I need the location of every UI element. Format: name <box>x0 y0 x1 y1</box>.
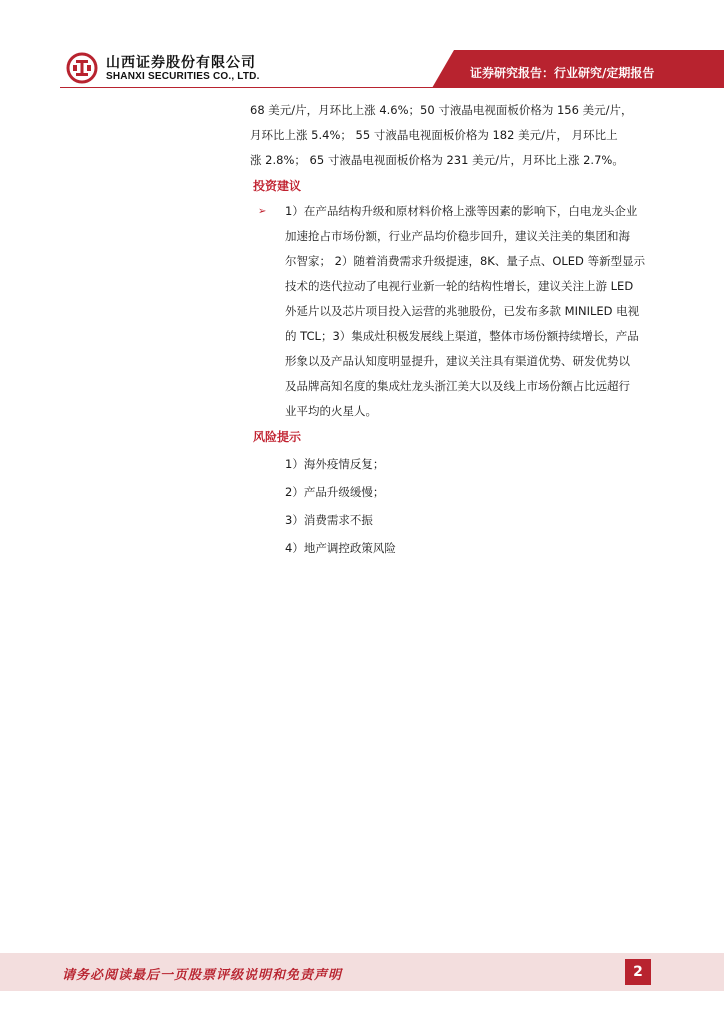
report-content <box>250 98 674 562</box>
bullet-arrow-icon: ➢ <box>258 206 267 217</box>
intro-paragraph <box>250 98 674 173</box>
risk-section-title: 风险提示 <box>253 430 302 444</box>
risk-item: 2）产品升级缓慢； <box>285 485 385 499</box>
disclaimer-notice: 请务必阅读最后一页股票评级说明和免责声明 <box>62 968 343 983</box>
risk-item: 4）地产调控政策风险 <box>285 541 396 555</box>
report-type-label: 证券研究报告：行业研究/定期报告 <box>470 66 655 80</box>
text-line: 及品牌高知名度的集成灶龙头浙江美大以及线上市场份额占比远超行 <box>285 379 630 393</box>
risk-item: 1）海外疫情反复； <box>285 457 385 471</box>
text-line: 尔智家； 2）随着消费需求升级提速，8K、量子点、OLED 等新型显示 <box>285 254 646 268</box>
text-line: 的 TCL；3）集成灶积极发展线上渠道，整体市场份额持续增长，产品 <box>285 329 639 343</box>
text-line: 外延片以及芯片项目投入运营的兆驰股份，已发布多款 MINILED 电视 <box>285 304 640 318</box>
company-logo-icon <box>66 52 98 84</box>
text-line: 业平均的火星人。 <box>285 404 377 418</box>
page-header <box>0 0 724 92</box>
company-name-cn: 山西证券股份有限公司 <box>106 55 256 71</box>
risk-item: 3）消费需求不振 <box>285 513 373 527</box>
text-line: 月环比上涨 5.4%； 55 寸液晶电视面板价格为 182 美元/片， 月环比上 <box>250 128 618 142</box>
text-line: 68 美元/片，月环比上涨 4.6%；50 寸液晶电视面板价格为 156 美元/片， <box>250 103 633 117</box>
page-number: 2 <box>625 959 651 985</box>
text-line: 形象以及产品认知度明显提升，建议关注具有渠道优势、研发优势以 <box>285 354 630 368</box>
text-line: 1）在产品结构升级和原材料价格上涨等因素的影响下，白电龙头企业 <box>285 204 638 218</box>
page-footer <box>0 953 724 991</box>
company-name-en: SHANXI SECURITIES CO., LTD. <box>106 71 260 82</box>
text-line: 加速抢占市场份额，行业产品均价稳步回升，建议关注美的集团和海 <box>285 229 630 243</box>
text-line: 技术的迭代拉动了电视行业新一轮的结构性增长，建议关注上游 LED <box>285 279 634 293</box>
header-divider <box>60 87 724 88</box>
risk-list <box>250 450 674 562</box>
text-line: 涨 2.8%； 65 寸液晶电视面板价格为 231 美元/片，月环比上涨 2.7%。 <box>250 153 624 167</box>
investment-bullet <box>250 199 674 424</box>
investment-section-title: 投资建议 <box>253 179 302 193</box>
